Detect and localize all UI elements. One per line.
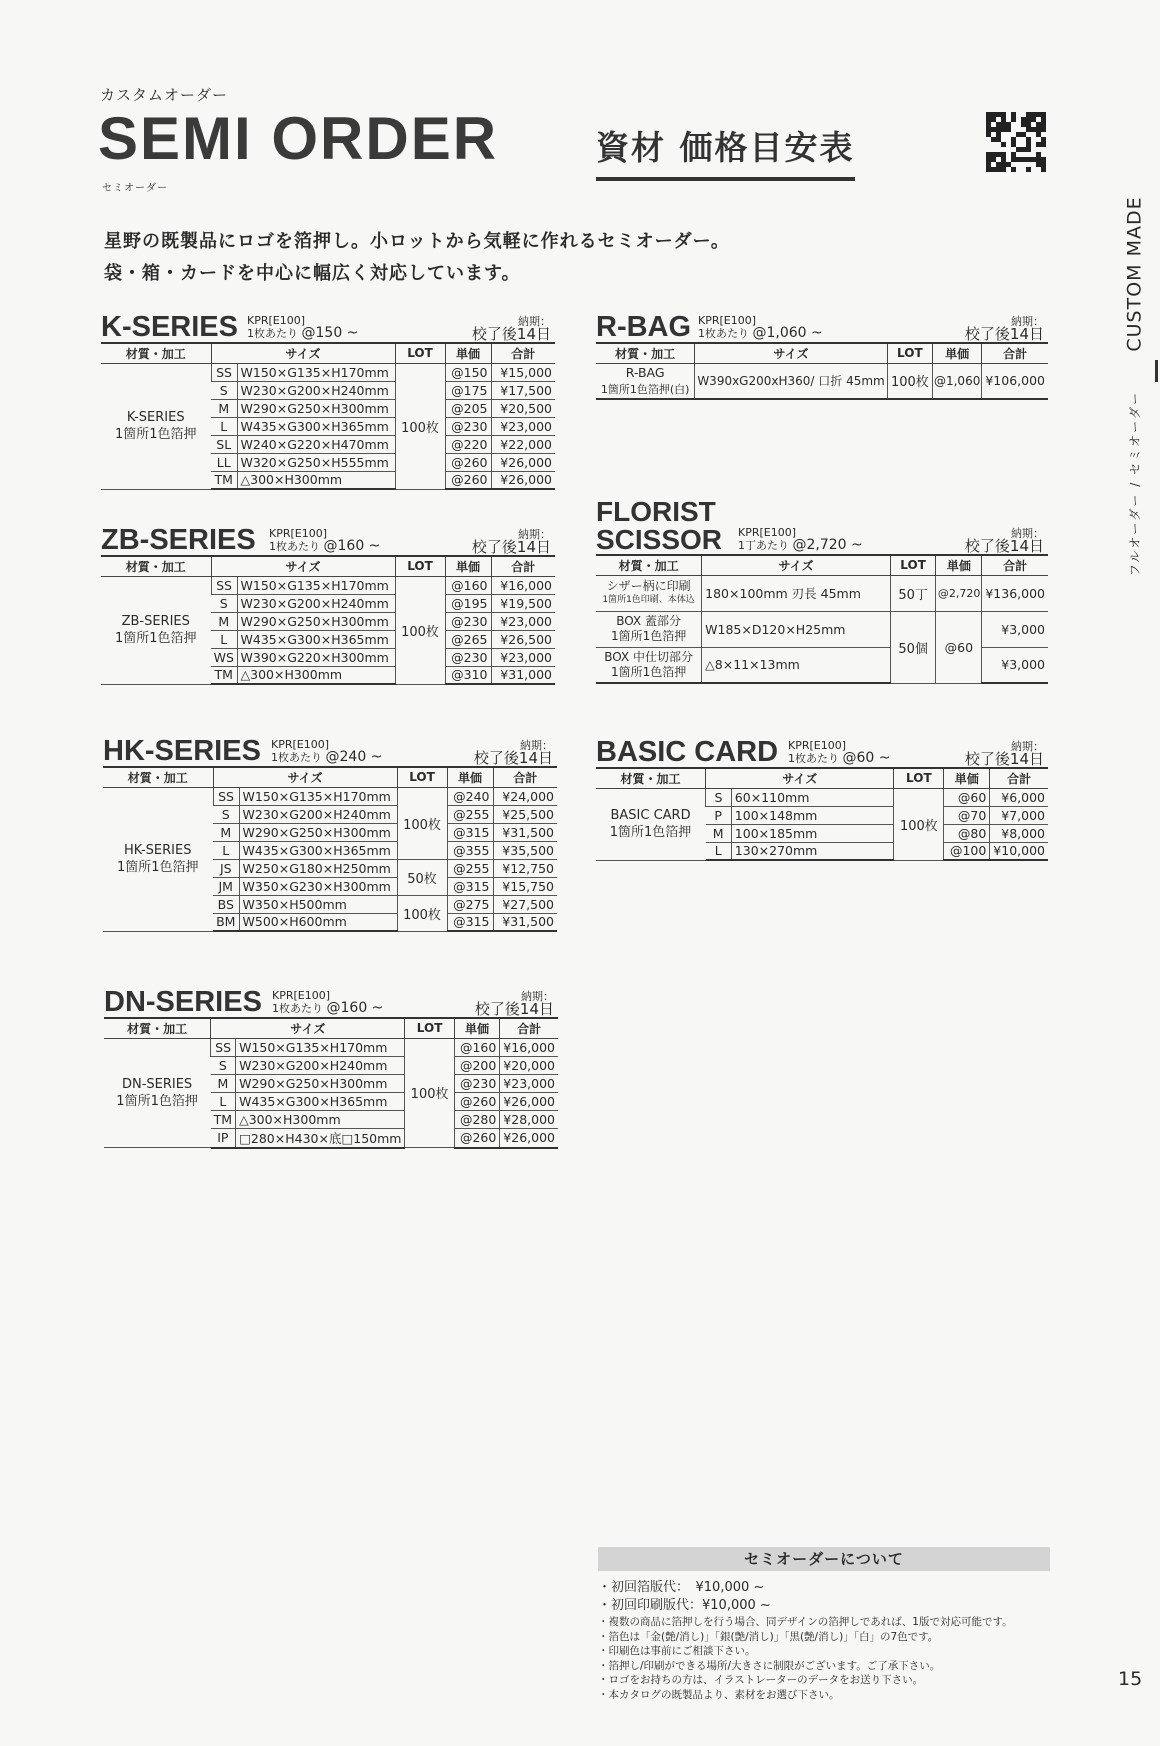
page-subtitle: 資材 価格目安表 [596,122,855,181]
table-row: R-BAG 1箇所1色箔押(白) W390xG200xH360/ 口折 45mm 100枚 @1,060 ¥106,000 [596,363,1048,399]
series-name: HK-SERIES [103,735,261,767]
table-row: TM △300×H300mm @280 ¥28,000 [104,1110,558,1128]
series-name: DN-SERIES [104,986,262,1018]
list-item: ・印刷色は事前にご相談下さい。 [598,1645,756,1657]
price-table: 材質・加工 サイズ LOT 単価 合計 R-BAG 1箇所1色箔押(白) W390xG200xH360/ 口折 45mm 100枚 @1,060 ¥106,000 [596,342,1048,400]
kpr-price: KPR[E100] 1丁あたり @2,720 ~ [738,526,863,553]
price-table: 材質・加工 サイズ LOT 単価 合計 DN-SERIES 1箇所1色箔押 SS W150×G135×H170mm 100枚 @160 ¥16,000 S W230×G200×H240mm @200 ¥20,000 M W290×G250×H300mm @230 ¥23,000 L W435×G300×H365mm @260 ¥26,000 TM △300×H300mm @280 ¥28,000 IP □280×H430×底□150mm @260 ¥26,000 [104,1017,558,1149]
dn-series-section [104,973,558,1149]
col-size: サイズ [211,343,395,363]
material-cell: HK-SERIES 1箇所1色箔押 [103,787,213,931]
list-item: ・初回箔版代： ¥10,000 ~ [598,1580,765,1595]
series-name: K-SERIES [101,311,238,343]
col-material: 材質・加工 [101,343,211,363]
col-unit: 単価 [445,343,491,363]
material-cell: DN-SERIES 1箇所1色箔押 [104,1038,211,1148]
page-title: SEMI ORDER [98,105,499,172]
table-row: S W230×G200×H240mm @255 ¥25,500 [103,805,557,823]
intro-text [104,226,730,290]
table-row: M 100×185mm @80 ¥8,000 [596,824,1048,842]
table-row: S W230×G200×H240mm @195 ¥19,500 [101,594,555,612]
price-table: 材質・加工 サイズ LOT 単価 合計 シザー柄に印刷 1箇所1色印刷、本体込 180×100mm 刃長 45mm 50丁 @2,720 ¥136,000 BOX 蓋部分 1箇所1色箔押 W185×D120×H25mm 50個 @60 ¥3,000 BOX 中仕切部分 1箇所1色箔押 △8×11×13mm ¥3,000 [596,554,1048,684]
lot-cell: 50個 [890,611,936,683]
price-table: 材質・加工 サイズ LOT 単価 合計 BASIC CARD 1箇所1色箔押 S 60×110mm 100枚 @60 ¥6,000 P 100×148mm @70 ¥7,000 M 100×185mm @80 ¥8,000 L 130×270mm @100 ¥10,000 [596,767,1048,861]
material-cell: シザー柄に印刷 1箇所1色印刷、本体込 [596,575,702,611]
lot-cell: 100枚 [395,363,445,489]
list-item: ・本カタログの既製品より、素材をお選び下さい。 [598,1688,840,1701]
about-title: セミオーダーについて [598,1547,1050,1571]
kpr-price: KPR[E100] 1枚あたり @240 ~ [271,738,383,765]
table-row: L W435×G300×H365mm @260 ¥26,000 [104,1092,558,1110]
table-row: L W435×G300×H365mm @230 ¥23,000 [101,417,555,435]
table-row: M W290×G250×H300mm @230 ¥23,000 [101,612,555,630]
table-row: ZB-SERIES 1箇所1色箔押 SS W150×G135×H170mm 100枚 @160 ¥16,000 [101,576,555,594]
side-divider [1155,360,1158,382]
delivery-info: 納期： 校了後14日 [471,315,551,343]
hk-series-section [103,722,557,932]
delivery-info: 納期： 校了後14日 [471,528,551,556]
table-row: SL W240×G220×H470mm @220 ¥22,000 [101,435,555,453]
kpr-price: KPR[E100] 1枚あたり @1,060 ~ [698,314,823,341]
table-row: L 130×270mm @100 ¥10,000 [596,842,1048,860]
table-row: L W435×G300×H365mm @265 ¥26,500 [101,630,555,648]
table-row: HK-SERIES 1箇所1色箔押 SS W150×G135×H170mm 100枚 @240 ¥24,000 [103,787,557,805]
table-row: BASIC CARD 1箇所1色箔押 S 60×110mm 100枚 @60 ¥6,000 [596,788,1048,806]
list-item: ・ロゴをお持ちの方は、イラストレーターのデータをお送り下さい。 [598,1674,924,1686]
table-row: BOX 中仕切部分 1箇所1色箔押 △8×11×13mm ¥3,000 [596,647,1048,683]
table-row: L W435×G300×H365mm @355 ¥35,500 [103,841,557,859]
table-row: M W290×G250×H300mm @315 ¥31,500 [103,823,557,841]
material-cell: BASIC CARD 1箇所1色箔押 [596,788,706,860]
kpr-price: KPR[E100] 1枚あたり @160 ~ [272,989,384,1016]
table-row: S W230×G200×H240mm @175 ¥17,500 [101,381,555,399]
zb-series-section [101,511,555,685]
delivery-info: 納期： 校了後14日 [964,315,1044,343]
col-total: 合計 [491,343,555,363]
lot-cell: 100枚 [397,787,447,859]
intro-line: 袋・箱・カードを中心に幅広く対応しています。 [104,263,521,284]
kpr-price: KPR[E100] 1枚あたり @160 ~ [269,527,381,554]
lot-cell: 100枚 [397,895,447,931]
list-item: ・複数の商品に箔押しを行う場合、同デザインの箔押しであれば、1版で対応可能です。 [598,1616,1013,1628]
table-row: シザー柄に印刷 1箇所1色印刷、本体込 180×100mm 刃長 45mm 50丁 @2,720 ¥136,000 [596,575,1048,611]
series-name: FLORIST SCISSOR [596,496,723,555]
lot-cell: 100枚 [405,1038,454,1148]
r-bag-section [596,298,1048,400]
kpr-price: KPR[E100] 1枚あたり @150 ~ [247,314,359,341]
material-cell: ZB-SERIES 1箇所1色箔押 [101,576,211,684]
material-cell: K-SERIES 1箇所1色箔押 [101,363,211,489]
table-row: BOX 蓋部分 1箇所1色箔押 W185×D120×H25mm 50個 @60 ¥3,000 [596,611,1048,647]
table-row: P 100×148mm @70 ¥7,000 [596,806,1048,824]
list-item: ・箔押し/印刷ができる場所/大きさに制限がございます。ご了承下さい。 [598,1659,941,1672]
about-list [598,1579,1050,1702]
table-row: BM W500×H600mm @315 ¥31,500 [103,913,557,931]
table-row: M W290×G250×H300mm @230 ¥23,000 [104,1074,558,1092]
lot-cell: 100枚 [395,576,445,684]
title-reading: セミオーダー [102,183,168,194]
kana-title: カスタムオーダー [100,86,229,104]
table-row: JS W250×G180×H250mm 50枚 @255 ¥12,750 [103,859,557,877]
delivery-info: 納期： 校了後14日 [964,527,1044,555]
price-table: 材質・加工 サイズ LOT 単価 合計 ZB-SERIES 1箇所1色箔押 SS W150×G135×H170mm 100枚 @160 ¥16,000 S W230×G200×H240mm @195 ¥19,500 M W290×G250×H300mm @230 ¥23,000 L W435×G300×H365mm @265 ¥26,500 WS W390×G220×H300mm @230 ¥23,000 TM △300×H300mm @310 ¥31,000 [101,555,555,685]
price-table [101,342,555,490]
table-row: M W290×G250×H300mm @205 ¥20,500 [101,399,555,417]
side-section-sublabel: フルオーダー / セミオーダー [1128,390,1143,576]
table-row: WS W390×G220×H300mm @230 ¥23,000 [101,648,555,666]
material-cell: BOX 蓋部分 1箇所1色箔押 [596,611,702,647]
table-row: K-SERIES 1箇所1色箔押 SS W150×G135×H170mm 100枚 @150 ¥15,000 [101,363,555,381]
table-row: S W230×G200×H240mm @200 ¥20,000 [104,1056,558,1074]
table-row: IP □280×H430×底□150mm @260 ¥26,000 [104,1128,558,1148]
lot-cell: 100枚 [894,788,944,860]
series-name: R-BAG [596,311,692,343]
basic-card-section [596,723,1048,861]
qr-code-icon[interactable] [986,112,1046,172]
list-item: ・箔色は「金(艶/消し)」「銀(艶/消し)」「黒(艶/消し)」「白」の7色です。 [598,1630,939,1643]
material-cell: BOX 中仕切部分 1箇所1色箔押 [596,647,702,683]
table-row: LL W320×G250×H555mm @260 ¥26,000 [101,453,555,471]
list-item: ・初回印刷版代：¥10,000 ~ [598,1598,771,1613]
col-lot: LOT [395,343,445,363]
florist-scissor-section [596,496,1048,684]
k-series-section [101,298,555,490]
page-number: 15 [1118,1668,1143,1690]
about-semi-order [598,1547,1050,1702]
table-row: TM △300×H300mm @310 ¥31,000 [101,666,555,684]
side-section-label: CUSTOM MADE [1124,196,1147,352]
lot-cell: 50枚 [397,859,447,895]
series-name: BASIC CARD [596,736,779,768]
kpr-price: KPR[E100] 1枚あたり @60 ~ [788,739,891,766]
delivery-info: 納期： 校了後14日 [473,739,553,767]
table-row: TM △300×H300mm @260 ¥26,000 [101,471,555,489]
series-name: ZB-SERIES [101,524,256,556]
table-row: JM W350×G230×H300mm @315 ¥15,750 [103,877,557,895]
price-table: 材質・加工 サイズ LOT 単価 合計 HK-SERIES 1箇所1色箔押 SS W150×G135×H170mm 100枚 @240 ¥24,000 S W230×G200×H240mm @255 ¥25,500 M W290×G250×H300mm @315 ¥31,500 L W435×G300×H365mm @355 ¥35,500 JS W250×G180×H250mm 50枚 @255 ¥12,750 JM W350×G230×H300mm @315 ¥15,750 BS W350×H500mm 100枚 @275 ¥27,500 BM W500×H600mm @315 ¥31,500 [103,766,557,932]
table-row: BS W350×H500mm 100枚 @275 ¥27,500 [103,895,557,913]
table-row: DN-SERIES 1箇所1色箔押 SS W150×G135×H170mm 100枚 @160 ¥16,000 [104,1038,558,1056]
delivery-info: 納期： 校了後14日 [964,740,1044,768]
intro-line: 星野の既製品にロゴを箔押し。小ロットから気軽に作れるセミオーダー。 [104,231,730,252]
delivery-info: 納期： 校了後14日 [474,990,554,1018]
material-cell: R-BAG 1箇所1色箔押(白) [596,363,695,399]
